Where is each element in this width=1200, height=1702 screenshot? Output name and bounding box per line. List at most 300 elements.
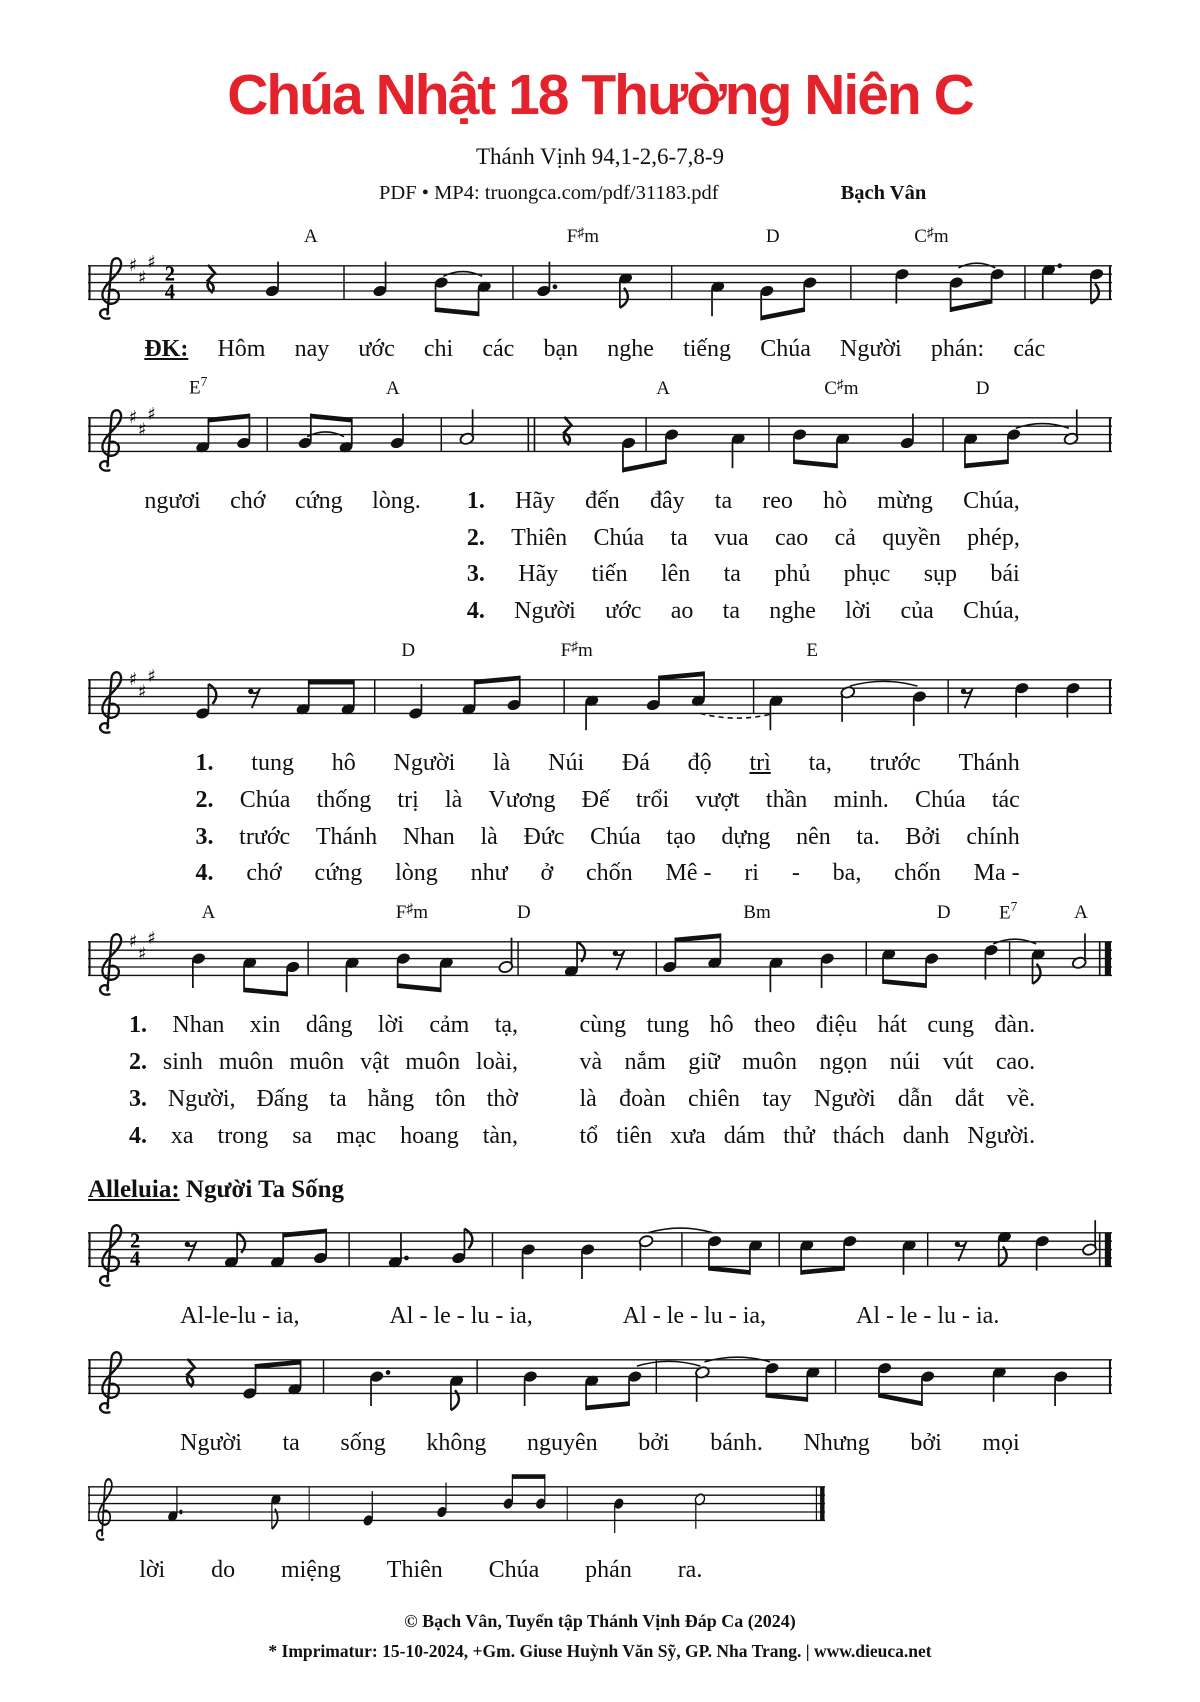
- note-eighth: [195, 684, 216, 720]
- lyric-word: ngọn: [819, 1048, 868, 1075]
- verse-number: 3.: [128, 1085, 147, 1112]
- note-eighth: [195, 418, 210, 454]
- note-eighth: [618, 272, 633, 308]
- beam: [623, 459, 666, 472]
- lyric-word: Núi: [548, 749, 585, 776]
- lyric-word: xin: [249, 1012, 281, 1039]
- lyric-group: [196, 786, 1020, 815]
- verse-number: 1.: [466, 487, 485, 514]
- lyric-word: miệng: [280, 1556, 341, 1583]
- lyric-line: [88, 1122, 1112, 1151]
- note-eighth: [535, 1474, 546, 1510]
- lyric-group: [580, 1048, 1036, 1077]
- note-quarter: [1041, 263, 1062, 299]
- chord-label: A: [304, 226, 318, 247]
- tie: [648, 1228, 713, 1233]
- lyric-word: thử: [783, 1122, 815, 1149]
- lyric-word: hô: [331, 749, 356, 776]
- staff-system: [88, 1216, 1112, 1300]
- lyric-word: ta: [329, 1085, 347, 1112]
- lyric-word: xưa: [670, 1122, 706, 1149]
- note-eighth: [451, 1229, 472, 1265]
- lyric-word: không: [426, 1430, 487, 1457]
- note-half: [695, 1366, 710, 1402]
- chord-label: Bm: [743, 902, 771, 924]
- note-eighth: [477, 280, 492, 316]
- lyric-word: nghe: [769, 598, 816, 625]
- note-eighth: [242, 956, 257, 992]
- lyric-word: trước: [239, 823, 291, 850]
- lyric-word: muôn: [742, 1048, 797, 1075]
- lyric-word: chớ: [246, 860, 282, 887]
- lyric-word: cứng: [314, 860, 363, 887]
- lyric-group: [580, 1122, 1036, 1151]
- beam: [309, 680, 354, 685]
- beam: [883, 979, 926, 988]
- lyric-word: danh: [902, 1122, 950, 1149]
- lyric-word: quyền: [882, 524, 941, 551]
- note-quarter: [265, 262, 280, 298]
- beam: [244, 988, 287, 997]
- lyric-word: vật: [360, 1048, 390, 1075]
- staff-system: [88, 900, 1112, 1009]
- treble-clef-icon: [100, 934, 121, 994]
- note-eighth: [270, 1493, 281, 1529]
- refrain-label: ĐK:: [144, 336, 189, 362]
- lyric-word: Al - le - lu - ia,: [622, 1303, 767, 1330]
- chord-label: C♯m: [824, 377, 859, 399]
- footer-imprimatur: * Imprimatur: 15-10-2024, +Gm. Giuse Huỳnh Văn Sỹ, GP. Nha Trang. | www.dieuca.net: [268, 1640, 932, 1661]
- lyric-word: Thánh: [958, 749, 1020, 776]
- note-quarter: [436, 1483, 447, 1519]
- note-eighth: [1089, 268, 1104, 304]
- lyric-word: Bởi: [905, 823, 941, 850]
- time-signature: 4: [164, 281, 176, 304]
- lyric-word: ước: [605, 598, 642, 625]
- lyric-word: phán: [585, 1556, 632, 1583]
- lyric-word: trị: [397, 786, 419, 813]
- lyric-word: lòng: [395, 860, 438, 887]
- lyric-word: Đá: [621, 749, 650, 776]
- lyric-word: lời: [139, 1556, 166, 1583]
- lyric-word: muôn: [405, 1048, 461, 1075]
- lyric-word: chi: [423, 336, 454, 362]
- note-eighth: [461, 680, 476, 716]
- lyric-word: cả: [834, 524, 856, 551]
- staff-svg: [88, 1343, 1112, 1427]
- score: [88, 224, 1112, 1585]
- lyric-line: [88, 1302, 1112, 1331]
- lyric-word: muôn: [289, 1048, 345, 1075]
- lyric-word: sinh: [162, 1048, 203, 1075]
- lyric-line: [88, 524, 1112, 553]
- lyric-word: Chúa: [239, 786, 291, 813]
- lyric-word: bái: [990, 561, 1020, 588]
- lyric-word: giữ: [688, 1048, 720, 1075]
- psalm-subtitle: Thánh Vịnh 94,1-2,6-7,8-9: [475, 144, 725, 169]
- chord-row: [88, 900, 1112, 925]
- time-signature: 2: [129, 1230, 141, 1253]
- lyric-word: dám: [723, 1122, 766, 1149]
- chord-label: F♯m: [560, 639, 593, 661]
- note-quarter: [731, 432, 746, 468]
- lyric-word: -: [791, 860, 800, 887]
- lyric-word: mạc: [336, 1122, 377, 1149]
- lyric-word: dâng: [305, 1012, 353, 1039]
- lyric-word: là: [579, 1085, 597, 1112]
- lyric-word: cứng: [294, 487, 343, 514]
- lyric-group: [467, 597, 1020, 626]
- note-quarter: [521, 1243, 536, 1279]
- note-quarter: [900, 413, 915, 449]
- chord-label: F♯m: [566, 225, 599, 247]
- lyric-word: sa: [292, 1122, 313, 1149]
- lyric-word: sụp: [923, 561, 958, 588]
- verse-number: 1.: [128, 1012, 147, 1039]
- lyric-line: [88, 786, 1112, 815]
- lyric-word: là: [444, 786, 463, 813]
- key-signature-sharp: ♯: [147, 666, 156, 687]
- lyric-word: nguyên: [526, 1430, 598, 1457]
- lyric-word: ngươi: [144, 487, 201, 514]
- beam: [398, 983, 441, 992]
- lyric-word: Al - le - lu - ia.: [856, 1303, 1000, 1330]
- lyric-word: ta: [282, 1430, 300, 1457]
- key-signature-sharp: ♯: [128, 669, 138, 691]
- lyric-word: đây: [649, 487, 685, 514]
- lyric-word: tác: [991, 786, 1020, 813]
- note-eighth: [439, 956, 454, 992]
- lyric-line: [88, 749, 1112, 778]
- lyric-word: hát: [877, 1012, 907, 1039]
- note-half: [638, 1235, 653, 1271]
- chord-label: F♯m: [395, 901, 428, 924]
- note-quarter: [390, 413, 405, 449]
- lyric-word: tổ: [579, 1122, 599, 1149]
- lyric-word: cao: [775, 524, 809, 551]
- staff-svg: [88, 249, 1112, 333]
- lyric-word: núi: [889, 1048, 921, 1075]
- verse-number: 3.: [195, 823, 214, 850]
- lyric-word: trước: [869, 749, 921, 776]
- note-eighth: [748, 1239, 763, 1275]
- lyric-word: lòng.: [372, 487, 421, 514]
- note-eighth: [842, 1235, 857, 1271]
- lyric-word: Người.: [967, 1122, 1036, 1149]
- lyric-word: vua: [714, 524, 749, 551]
- beam: [766, 1393, 807, 1402]
- note-eighth: [662, 938, 677, 974]
- lyric-word: Chúa,: [963, 598, 1020, 625]
- lyric-word: ri: [744, 860, 759, 887]
- lyric-word: thống: [316, 786, 372, 813]
- lyric-word: hằng: [367, 1085, 415, 1112]
- lyric-group: [129, 1085, 518, 1114]
- sharp-icon: ♯: [571, 639, 579, 655]
- lyric-word: trổi: [635, 786, 670, 813]
- note-eighth: [912, 690, 927, 726]
- lyric-group: [144, 335, 1045, 364]
- note-eighth: [270, 1233, 285, 1269]
- lyric-word: Vương: [488, 786, 556, 813]
- lyric-line: [88, 1085, 1112, 1114]
- lyric-word: Al - le - lu - ia,: [389, 1303, 533, 1330]
- note-quarter: [345, 956, 360, 992]
- note-quarter: [369, 1370, 390, 1406]
- lyric-line: [88, 1048, 1112, 1077]
- lyric-word: thần: [765, 786, 808, 813]
- note-quarter: [710, 280, 725, 316]
- staff-system: [88, 1343, 1112, 1427]
- lyric-word: cùng: [579, 1012, 627, 1039]
- lyric-group: [180, 1302, 999, 1331]
- lyric-word: ta: [722, 598, 740, 625]
- lyric-word: cảm: [429, 1012, 470, 1039]
- lyric-word: ta.: [856, 823, 880, 850]
- lyric-word: ở: [540, 860, 554, 887]
- lyric-word: vượt: [695, 786, 740, 813]
- lyric-word: tiến: [591, 561, 628, 588]
- chord-label: A: [656, 377, 671, 399]
- lyric-word: theo: [754, 1012, 796, 1039]
- chord-label: A: [1074, 902, 1088, 924]
- lyric-word: chớ: [230, 487, 266, 514]
- note-eighth: [434, 276, 449, 312]
- beam: [512, 1474, 544, 1479]
- verse-number: 4.: [466, 598, 485, 625]
- lyric-word: tay: [762, 1085, 792, 1112]
- lyric-word: tung: [251, 749, 294, 776]
- lyric-word: và: [579, 1048, 603, 1075]
- note-eighth: [764, 1362, 779, 1398]
- chord-label: A: [385, 377, 400, 399]
- key-signature-sharp: ♯: [138, 682, 147, 703]
- lyric-word: Người: [813, 1085, 876, 1112]
- tie: [700, 713, 774, 718]
- lyric-word: chiên: [688, 1085, 741, 1112]
- lyric-group: [580, 1085, 1036, 1114]
- note-quarter: [580, 1243, 595, 1279]
- lyric-word: các: [482, 336, 515, 362]
- lyric-word: phép,: [967, 524, 1020, 551]
- time-signature: 2: [164, 263, 176, 286]
- key-signature-sharp: ♯: [138, 420, 147, 441]
- lyric-word: tàn,: [482, 1122, 519, 1149]
- lyric-word: Người,: [167, 1085, 236, 1112]
- note-eighth: [1006, 428, 1021, 464]
- chord-row: [88, 224, 1112, 249]
- lyric-word: bạn: [543, 336, 579, 362]
- beam: [311, 413, 352, 422]
- beam: [475, 676, 520, 685]
- note-quarter: [1035, 1235, 1050, 1271]
- beam: [436, 307, 479, 316]
- lyric-group: [580, 1011, 1036, 1040]
- key-signature-sharp: ♯: [147, 404, 156, 425]
- flag: [464, 1229, 472, 1249]
- verse-number: 2.: [466, 524, 485, 551]
- lyric-word: ta: [670, 524, 688, 551]
- lyric-word: đến: [585, 487, 620, 514]
- key-signature-sharp: ♯: [147, 252, 156, 273]
- chord-label: $E^7$: [998, 898, 1018, 924]
- rest-quarter: [187, 1360, 194, 1386]
- sharp-icon: ♯: [926, 225, 934, 241]
- key-signature-sharp: ♯: [138, 268, 147, 289]
- note-quarter: [363, 1491, 374, 1527]
- staff-system: [88, 1470, 1112, 1554]
- chord-label: E: [806, 639, 819, 661]
- lyric-line: [88, 335, 1112, 364]
- staff-svg: [88, 1470, 825, 1554]
- note-half: [1082, 1221, 1097, 1257]
- augmentation-dot: [386, 1370, 391, 1375]
- lyric-group: [139, 1556, 702, 1585]
- chord-label: D: [401, 639, 416, 661]
- augmentation-dot: [1057, 263, 1062, 268]
- treble-clef-icon: [100, 410, 121, 470]
- lyric-word: lời: [845, 598, 872, 625]
- tie: [850, 681, 918, 686]
- lyric-word: Hãy: [518, 561, 559, 588]
- rest-quarter: [208, 266, 215, 292]
- lyric-word: minh.: [833, 786, 889, 813]
- chord-label: D: [517, 902, 531, 924]
- lyric-word: các: [1013, 336, 1046, 362]
- note-quarter: [992, 1366, 1007, 1402]
- augmentation-dot: [553, 284, 558, 289]
- lyric-word: Thánh: [315, 823, 378, 850]
- note-eighth: [646, 676, 661, 712]
- beam: [879, 1393, 922, 1406]
- footer-copyright: © Bạch Vân, Tuyển tập Thánh Vịnh Đáp Ca (2024): [404, 1610, 796, 1631]
- lyric-word: Al-le-lu - ia,: [180, 1303, 300, 1330]
- chord-label: D: [936, 902, 951, 924]
- lyric-word: dựng: [721, 823, 771, 850]
- treble-clef-icon: [100, 1226, 121, 1286]
- lyric-word: trong: [217, 1122, 269, 1149]
- lyric-word: nay: [294, 336, 330, 362]
- lyric-word: Nhưng: [803, 1430, 870, 1457]
- note-quarter: [768, 694, 783, 730]
- lyric-word: Chúa: [488, 1556, 540, 1583]
- verse-number: 2.: [128, 1048, 147, 1075]
- lyric-group: [196, 749, 1020, 778]
- staff-svg: [88, 401, 1112, 485]
- flag: [208, 684, 216, 704]
- verse-number: 1.: [195, 749, 214, 776]
- lyric-word: nắm: [624, 1048, 666, 1075]
- note-quarter: [768, 956, 783, 992]
- final-barline: [1105, 942, 1111, 976]
- lyric-word: Nhan: [172, 1012, 225, 1039]
- final-barline: [820, 1487, 824, 1521]
- lyric-word: thách: [832, 1122, 885, 1149]
- lyric-word: tiên: [616, 1122, 653, 1149]
- note-eighth: [835, 432, 850, 468]
- note-quarter: [523, 1370, 538, 1406]
- lyric-word: muôn: [218, 1048, 274, 1075]
- sharp-icon: ♯: [577, 225, 585, 241]
- lyric-word: như: [470, 860, 508, 887]
- lyric-word: do: [211, 1556, 236, 1583]
- beam: [283, 1229, 326, 1238]
- note-quarter: [894, 268, 909, 304]
- lyric-word: Nhan: [402, 823, 455, 850]
- beam: [208, 413, 249, 422]
- note-eighth: [564, 942, 585, 978]
- note-quarter: [902, 1239, 917, 1275]
- note-quarter: [372, 262, 387, 298]
- beam: [794, 459, 837, 468]
- lyric-word: Hôm: [217, 336, 266, 362]
- lyric-word: độ: [687, 749, 712, 776]
- lyric-word: Chúa,: [963, 487, 1020, 514]
- meta-row: [88, 182, 1112, 212]
- lyric-word: tiếng: [683, 336, 732, 362]
- note-eighth: [396, 952, 411, 988]
- chord-row: [88, 638, 1112, 663]
- lyric-word: Người: [840, 336, 902, 362]
- lyric-word: lên: [660, 561, 691, 588]
- lyric-word: Thiên: [386, 1556, 443, 1583]
- chord-row: [88, 376, 1112, 401]
- lyric-word: bởi: [638, 1430, 670, 1457]
- alleluia-label: Alleluia:: [88, 1176, 180, 1204]
- lyric-word: tôn: [435, 1085, 466, 1112]
- beam: [675, 934, 720, 943]
- lyric-word: xa: [170, 1122, 194, 1149]
- lyric-word: Người: [180, 1430, 242, 1457]
- lyric-word: Người: [514, 598, 576, 625]
- lyric-word: Chúa: [760, 336, 811, 362]
- note-half: [498, 938, 513, 974]
- verse-number: 4.: [128, 1122, 147, 1149]
- lyric-word: điệu: [815, 1012, 858, 1039]
- lyric-word: bởi: [910, 1430, 942, 1457]
- verse-number: 2.: [195, 786, 214, 813]
- lyric-word: là: [480, 823, 498, 850]
- chord-label: D: [975, 377, 990, 399]
- beam: [801, 1266, 844, 1275]
- staff-system: [88, 376, 1112, 485]
- note-eighth: [449, 1374, 464, 1410]
- flag: [1091, 284, 1099, 304]
- lyric-group: [144, 487, 420, 516]
- key-signature-sharp: ♯: [128, 255, 138, 277]
- staff-svg: [88, 925, 1112, 1009]
- lyric-word: cung: [927, 1012, 974, 1039]
- note-eighth: [877, 1362, 892, 1398]
- note-half: [459, 409, 474, 445]
- lyric-word: Thiên: [511, 524, 568, 551]
- lyric-line: [88, 597, 1112, 626]
- lyric-word: đoàn: [619, 1085, 666, 1112]
- lyric-word: loài,: [476, 1048, 519, 1075]
- lyric-word: nên: [796, 823, 831, 850]
- lyric-word: sống: [340, 1430, 386, 1457]
- lyric-word: nghe: [607, 336, 654, 362]
- note-eighth: [802, 276, 817, 312]
- pdf-mp4-link[interactable]: PDF • MP4: truongca.com/pdf/31183.pdf: [379, 182, 719, 204]
- lyric-word: bánh.: [710, 1430, 763, 1457]
- lyric-word: ra.: [677, 1556, 703, 1583]
- verse-number: 3.: [466, 561, 485, 588]
- lyric-word: Người: [393, 749, 456, 776]
- lyric-word: hoang: [400, 1122, 459, 1149]
- lyric-word: ao: [670, 598, 694, 625]
- note-quarter: [1065, 682, 1080, 718]
